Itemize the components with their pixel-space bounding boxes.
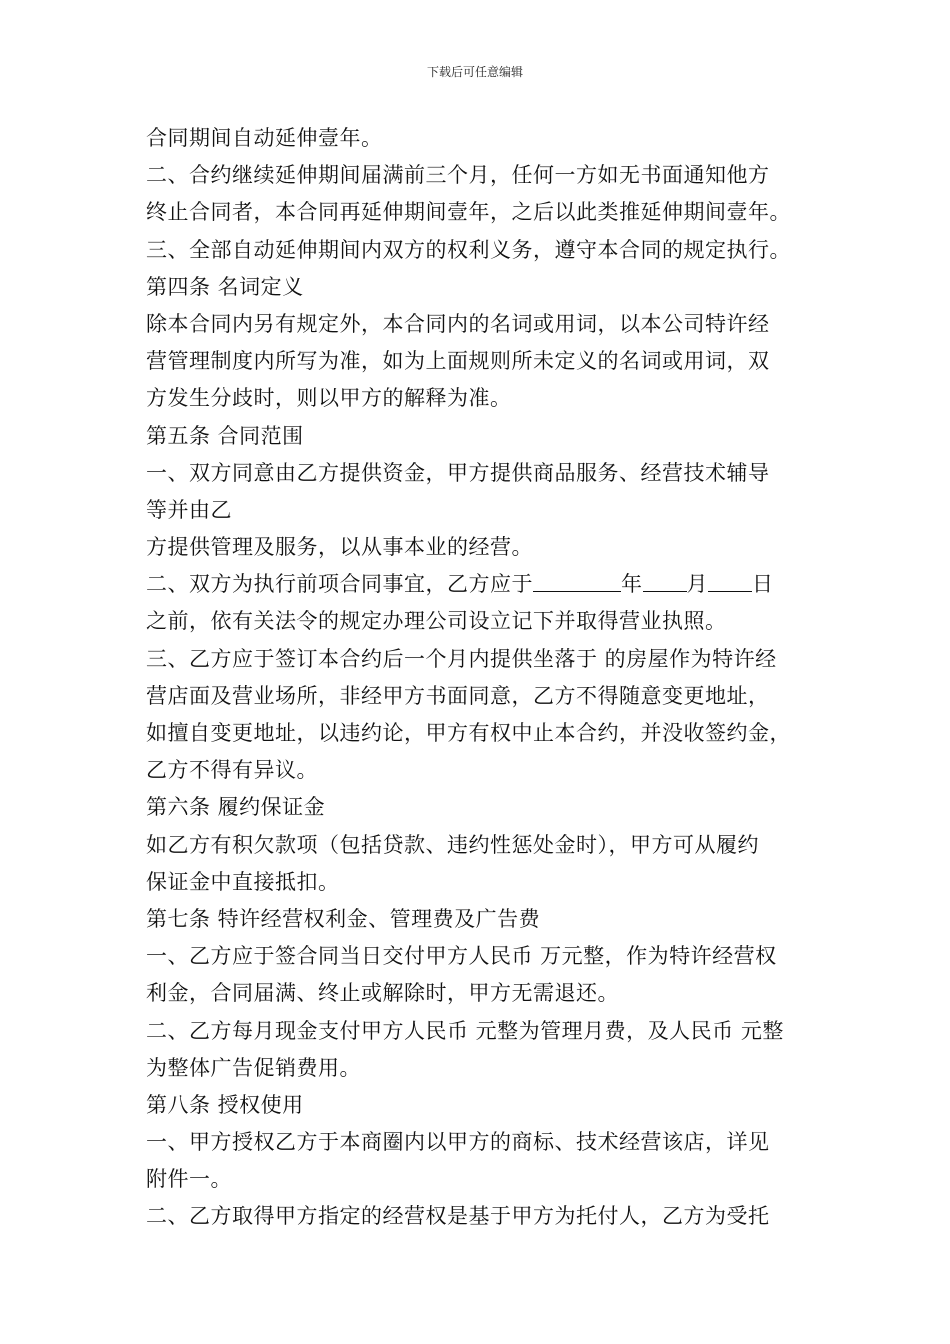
text-line: 一、双方同意由乙方提供资金，甲方提供商品服务、经营技术辅导 <box>146 460 770 485</box>
article-heading: 第六条 履约保证金 <box>146 795 326 820</box>
text-line: 方提供管理及服务，以从事本业的经营。 <box>146 535 533 560</box>
date-line <box>146 566 826 603</box>
text-line: 三、乙方应于签订本合约后一个月内提供坐落于 的房屋作为特许经 <box>146 646 777 671</box>
article-heading: 第七条 特许经营权利金、管理费及广告费 <box>146 906 541 931</box>
text-line: 三、全部自动延伸期间内双方的权利义务，遵守本合同的规定执行。 <box>146 237 791 262</box>
text-line: 利金，合同届满、终止或解除时，甲方无需退还。 <box>146 981 619 1006</box>
article-heading: 第五条 合同范围 <box>146 423 304 448</box>
text-line: 一、甲方授权乙方于本商圈内以甲方的商标、技术经营该店，详见 <box>146 1130 770 1155</box>
text-line: 等并由乙 <box>146 497 232 522</box>
date-line-prefix: 二、双方为执行前项合同事宜，乙方应于 <box>146 572 533 597</box>
text-line: 如乙方有积欠款项（包括贷款、违约性惩处金时），甲方可从履约 <box>146 832 759 857</box>
month-label: 月 <box>686 572 708 597</box>
text-line: 营店面及营业场所，非经甲方书面同意，乙方不得随意变更地址， <box>146 683 770 708</box>
year-blank <box>533 570 621 592</box>
contract-body <box>146 120 826 1236</box>
text-line: 为整体广告促销费用。 <box>146 1055 361 1080</box>
page-header: 下载后可任意编辑 <box>426 65 523 79</box>
text-line: 保证金中直接抵扣。 <box>146 869 340 894</box>
text-line: 之前，依有关法令的规定办理公司设立记下并取得营业执照。 <box>146 609 727 634</box>
day-blank <box>708 570 752 592</box>
text-line: 方发生分歧时，则以甲方的解释为准。 <box>146 386 512 411</box>
month-blank <box>643 570 687 592</box>
text-line: 二、乙方取得甲方指定的经营权是基于甲方为托付人，乙方为受托 <box>146 1204 770 1229</box>
text-line: 营管理制度内所写为准，如为上面规则所未定义的名词或用词，双 <box>146 349 770 374</box>
text-line: 二、合约继续延伸期间届满前三个月，任何一方如无书面通知他方 <box>146 163 770 188</box>
text-line: 终止合同者，本合同再延伸期间壹年，之后以此类推延伸期间壹年。 <box>146 200 791 225</box>
day-label: 日 <box>752 572 774 597</box>
text-line: 除本合同内另有规定外，本合同内的名词或用词，以本公司特许经 <box>146 311 770 336</box>
text-line: 二、乙方每月现金支付甲方人民币 元整为管理月费，及人民币 元整 <box>146 1018 784 1043</box>
text-line: 附件一。 <box>146 1167 232 1192</box>
text-line: 乙方不得有异议。 <box>146 758 318 783</box>
year-label: 年 <box>621 572 643 597</box>
text-line: 如擅自变更地址，以违约论，甲方有权中止本合约，并没收签约金， <box>146 721 791 745</box>
text-line: 合同期间自动延伸壹年。 <box>146 126 383 150</box>
text-line: 一、乙方应于签合同当日交付甲方人民币 万元整，作为特许经营权 <box>146 944 777 969</box>
article-heading: 第八条 授权使用 <box>146 1092 304 1117</box>
article-heading: 第四条 名词定义 <box>146 274 304 299</box>
